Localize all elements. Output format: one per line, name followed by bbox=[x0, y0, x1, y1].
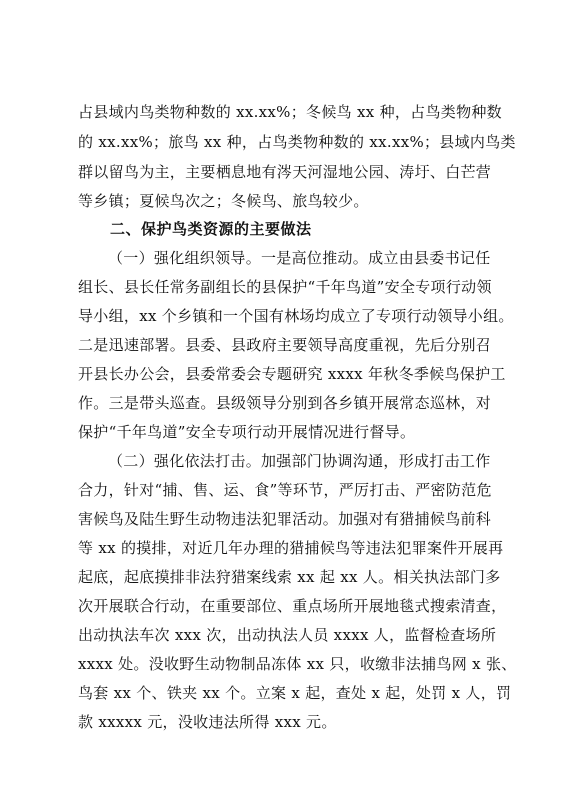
paragraph-3-line-5: 起底，起底摸排非法狩猎案线索 xx 起 xx 人。相关执法部门多 bbox=[78, 568, 501, 586]
paragraph-2-line-6: 作。三是带头巡查。县级领导分别到各乡镇开展常态巡林，对 bbox=[78, 394, 492, 412]
paragraph-2-line-7: 保护“千年鸟道”安全专项行动开展情况进行督导。 bbox=[78, 423, 416, 441]
paragraph-3-line-7: 出动执法车次 xxx 次，出动执法人员 xxxx 人，监督检查场所 bbox=[78, 626, 497, 644]
paragraph-3-line-9: 鸟套 xx 个、铁夹 xx 个。立案 x 起，查处 x 起，处罚 x 人，罚 bbox=[78, 684, 512, 702]
paragraph-3-line-6: 次开展联合行动，在重要部位、重点场所开展地毯式搜索清查， bbox=[78, 597, 507, 615]
paragraph-1-line-2: 的 xx.xx%；旅鸟 xx 种，占鸟类物种数的 xx.xx%；县域内鸟类 bbox=[78, 133, 516, 151]
paragraph-1-line-3: 群以留鸟为主，主要栖息地有涔天河湿地公园、涛圩、白芒营 bbox=[78, 163, 492, 181]
paragraph-3-line-3: 害候鸟及陆生野生动物违法犯罪活动。加强对有猎捕候鸟前科 bbox=[78, 510, 492, 528]
paragraph-1-line-1: 占县域内鸟类物种数的 xx.xx%；冬候鸟 xx 种，占鸟类物种数 bbox=[78, 103, 502, 121]
paragraph-2-line-1: （一）强化组织领导。一是高位推动。成立由县委书记任 bbox=[108, 249, 491, 267]
paragraph-2-line-5: 开县长办公会，县委常委会专题研究 xxxx 年秋冬季候鸟保护工 bbox=[78, 365, 506, 383]
paragraph-3-line-2: 合力，针对“捕、售、运、食”等环节，严厉打击、严密防范危 bbox=[78, 481, 492, 499]
paragraph-3-line-8: xxxx 处。没收野生动物制品冻体 xx 只，收缴非法捕鸟网 x 张、 bbox=[78, 655, 517, 673]
paragraph-1-line-4: 等乡镇；夏候鸟次之；冬候鸟、旅鸟较少。 bbox=[78, 192, 369, 210]
paragraph-3-line-10: 款 xxxxx 元，没收违法所得 xxx 元。 bbox=[78, 713, 337, 731]
paragraph-2-line-3: 导小组，xx 个乡镇和一个国有林场均成立了专项行动领导小组。 bbox=[78, 307, 514, 325]
section-heading: 二、保护鸟类资源的主要做法 bbox=[110, 220, 312, 238]
paragraph-3-line-1: （二）强化依法打击。加强部门协调沟通，形成打击工作 bbox=[108, 452, 491, 470]
paragraph-3-line-4: 等 xx 的摸排，对近几年办理的猎捕候鸟等违法犯罪案件开展再 bbox=[78, 539, 504, 557]
paragraph-2-line-2: 组长、县长任常务副组长的县保护“千年鸟道”安全专项行动领 bbox=[78, 278, 492, 296]
paragraph-2-line-4: 二是迅速部署。县委、县政府主要领导高度重视，先后分别召 bbox=[78, 336, 492, 354]
